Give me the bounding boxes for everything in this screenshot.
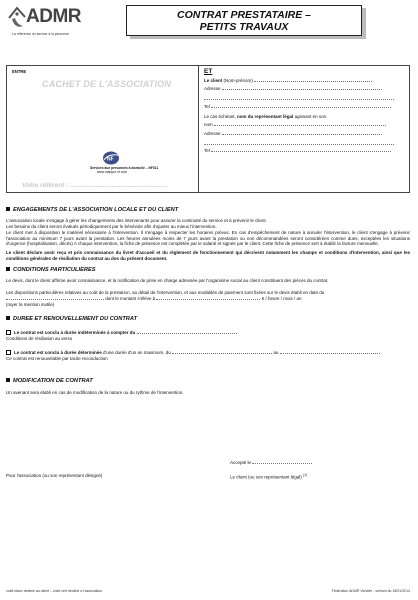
- conditions-note: (rayer la mention inutile): [6, 302, 55, 307]
- client-label: Le client: [204, 78, 223, 83]
- legal-prefix: Le cas échéant,: [204, 114, 236, 119]
- indeterminee-start-field[interactable]: [137, 333, 237, 334]
- legal-rep-label: nom du représentant légal: [237, 114, 294, 119]
- client-tel-label: Tel: [204, 104, 210, 109]
- client-signature-label: Le client (ou son représentant légal) $^{(1)}$: [230, 473, 308, 480]
- accepted-label: Accepté le: [230, 460, 252, 465]
- duree-indeterminee-option[interactable]: Le contrat est conclu à durée indéterminée à compter du: [6, 330, 237, 336]
- engagements-para-2: Les besoins du client seront évalués périodiquement par le bénévole afin d'ajuster au mieux l'intervention.: [6, 224, 217, 229]
- legal-address-field[interactable]: [222, 134, 382, 135]
- legal-tel-label: Tel: [204, 148, 210, 153]
- modification-para: Un avenant sera établi en cas de modification de la nature ou du rythme de l'intervention.: [6, 390, 184, 395]
- et-label: ET: [204, 68, 213, 75]
- legal-tel-line: [204, 148, 391, 153]
- legal-address-field-2[interactable]: [204, 140, 394, 145]
- legal-address-line: [204, 131, 382, 136]
- engagements-para-3: Le client met à disposition le matériel nécessaire à l'intervention. Il s'engage à respecter les horaires prévus. En cas d'empêchement de nature à annuler l'intervention, le client s'engage à prévenir l'association au minimum 7 jours avant la prestation. Les heures annulées moins de 7 jours avant la prestation ou non décommandées seront considérées comme dues, exceptées les situations d'urgence (hospitalisation, décès) A chaque intervention, la fiche de présence est complétée par le salarié et signée par le client. Cette fiche de présence sert à établir la facture mensuelle.: [6, 230, 410, 247]
- section-bullet-icon: [6, 267, 10, 271]
- determinee-range-label: d'une durée d'un an maximum, du: [103, 350, 171, 355]
- nf-service-text: Services aux personnes à domicile – NF311: [90, 166, 159, 170]
- client-tel-line: [204, 104, 391, 109]
- section-conditions-title: CONDITIONS PARTICULIERES: [6, 267, 96, 273]
- accepted-date-field[interactable]: [252, 463, 312, 464]
- section-engagements-title: ENGAGEMENTS DE L'ASSOCIATION LOCALE ET DU CLIENT: [6, 207, 178, 213]
- determinee-end-field[interactable]: [280, 353, 380, 354]
- client-tel-field[interactable]: [211, 107, 391, 108]
- legal-name-line: [204, 122, 386, 127]
- conditions-para-1: Le devis, dont le client affirme avoir connaissance, et la notification de prise en charge adressée par l'organisme social au client constituent des pièces du contrat.: [6, 278, 329, 283]
- nf-url-text: www.marque-nf.com: [97, 170, 128, 174]
- section-bullet-icon: [6, 378, 10, 382]
- legal-name-label: nom: [204, 122, 213, 127]
- nf-certification-logo: [96, 150, 126, 166]
- conditions-amount-line: [6, 296, 410, 302]
- engagements-para-1: L'association locale s'engage à gérer les changements des intervenants pour assurer la continuité du service et à prévenir le client.: [6, 218, 267, 223]
- client-address-field[interactable]: [222, 89, 382, 90]
- logo-text: ADMR: [26, 6, 81, 27]
- legal-name-field[interactable]: [214, 125, 386, 126]
- admr-house-icon: [6, 4, 28, 31]
- amount-label: dont le montant s'élève à: [105, 296, 156, 301]
- accepted-date-line: [230, 460, 312, 466]
- section-bullet-icon: [6, 316, 10, 320]
- title-line-2: PETITS TRAVAUX: [199, 21, 289, 33]
- client-hint: (Nom-prénom): [223, 78, 253, 83]
- duree-indeterminee-note: Conditions de résiliation au verso: [6, 336, 73, 341]
- client-address-line: [204, 86, 382, 91]
- client-address-field-2[interactable]: [204, 95, 394, 100]
- legal-address-label: Adresse: [204, 131, 221, 136]
- legal-tel-field[interactable]: [211, 151, 391, 152]
- client-name-field[interactable]: [254, 81, 372, 82]
- entre-label: ENTRE: [12, 69, 27, 74]
- checkbox-indeterminee[interactable]: [6, 330, 11, 335]
- legal-suffix: agissant en son: [294, 114, 327, 119]
- duree-determinee-note: Ce contrat est renouvelable par tacite reconduction: [6, 356, 108, 361]
- association-stamp-placeholder: CACHET DE L'ASSOCIATION: [42, 79, 172, 89]
- determinee-start-field[interactable]: [172, 353, 272, 354]
- parties-divider: [198, 65, 199, 193]
- legal-rep-line: [204, 114, 326, 119]
- referent-field[interactable]: Votre référent : ......................................................: [22, 182, 168, 189]
- association-signature-label: Pour l'association (ou son représentant désigné): [6, 473, 103, 478]
- client-address-label: Adresse: [204, 86, 221, 91]
- conditions-para-2: Les dispositions particulières relatives au coût de la prestation, au détail de l'intervention, et aux modalités de paiement sont fixées sur le devis établi en date du: [6, 290, 325, 295]
- amount-unit: € / heure / mois / an: [261, 296, 302, 301]
- title-line-1: CONTRAT PRESTATAIRE –: [177, 9, 311, 21]
- amount-field[interactable]: [156, 299, 260, 300]
- determinee-to-label: au: [273, 350, 279, 355]
- client-signature-note: (1): [303, 473, 308, 477]
- section-duree-title: DUREE ET RENOUVELLEMENT DU CONTRAT: [6, 316, 137, 322]
- footer-left: volet blanc destiné au client – volet vert destiné à l'association: [6, 589, 103, 593]
- duree-determinee-option[interactable]: Le contrat est conclu à durée déterminée d'une durée d'un an maximum, du au: [6, 350, 380, 356]
- footer-right: Fédération ADMR Vendée - version du 18/01/2014: [331, 589, 410, 593]
- checkbox-determinee[interactable]: [6, 350, 11, 355]
- nf-logo-text: NF: [107, 156, 114, 163]
- devis-date-field[interactable]: [6, 299, 104, 300]
- logo-tagline: La référence du service à la personne: [12, 32, 69, 36]
- section-bullet-icon: [6, 207, 10, 211]
- document-title: [126, 5, 362, 36]
- admr-logo: [6, 2, 81, 42]
- engagements-para-4: Le client déclare avoir reçu et pris connaissance du livret d'accueil et du règlement de fonctionnement qui décrivent notamment les champs et conditions d'intervention, ainsi que les conditions générales de résiliation du contrat au dos du présent document.: [6, 250, 410, 261]
- section-modification-title: MODIFICATION DE CONTRAT: [6, 378, 93, 384]
- client-name-line: [204, 78, 372, 83]
